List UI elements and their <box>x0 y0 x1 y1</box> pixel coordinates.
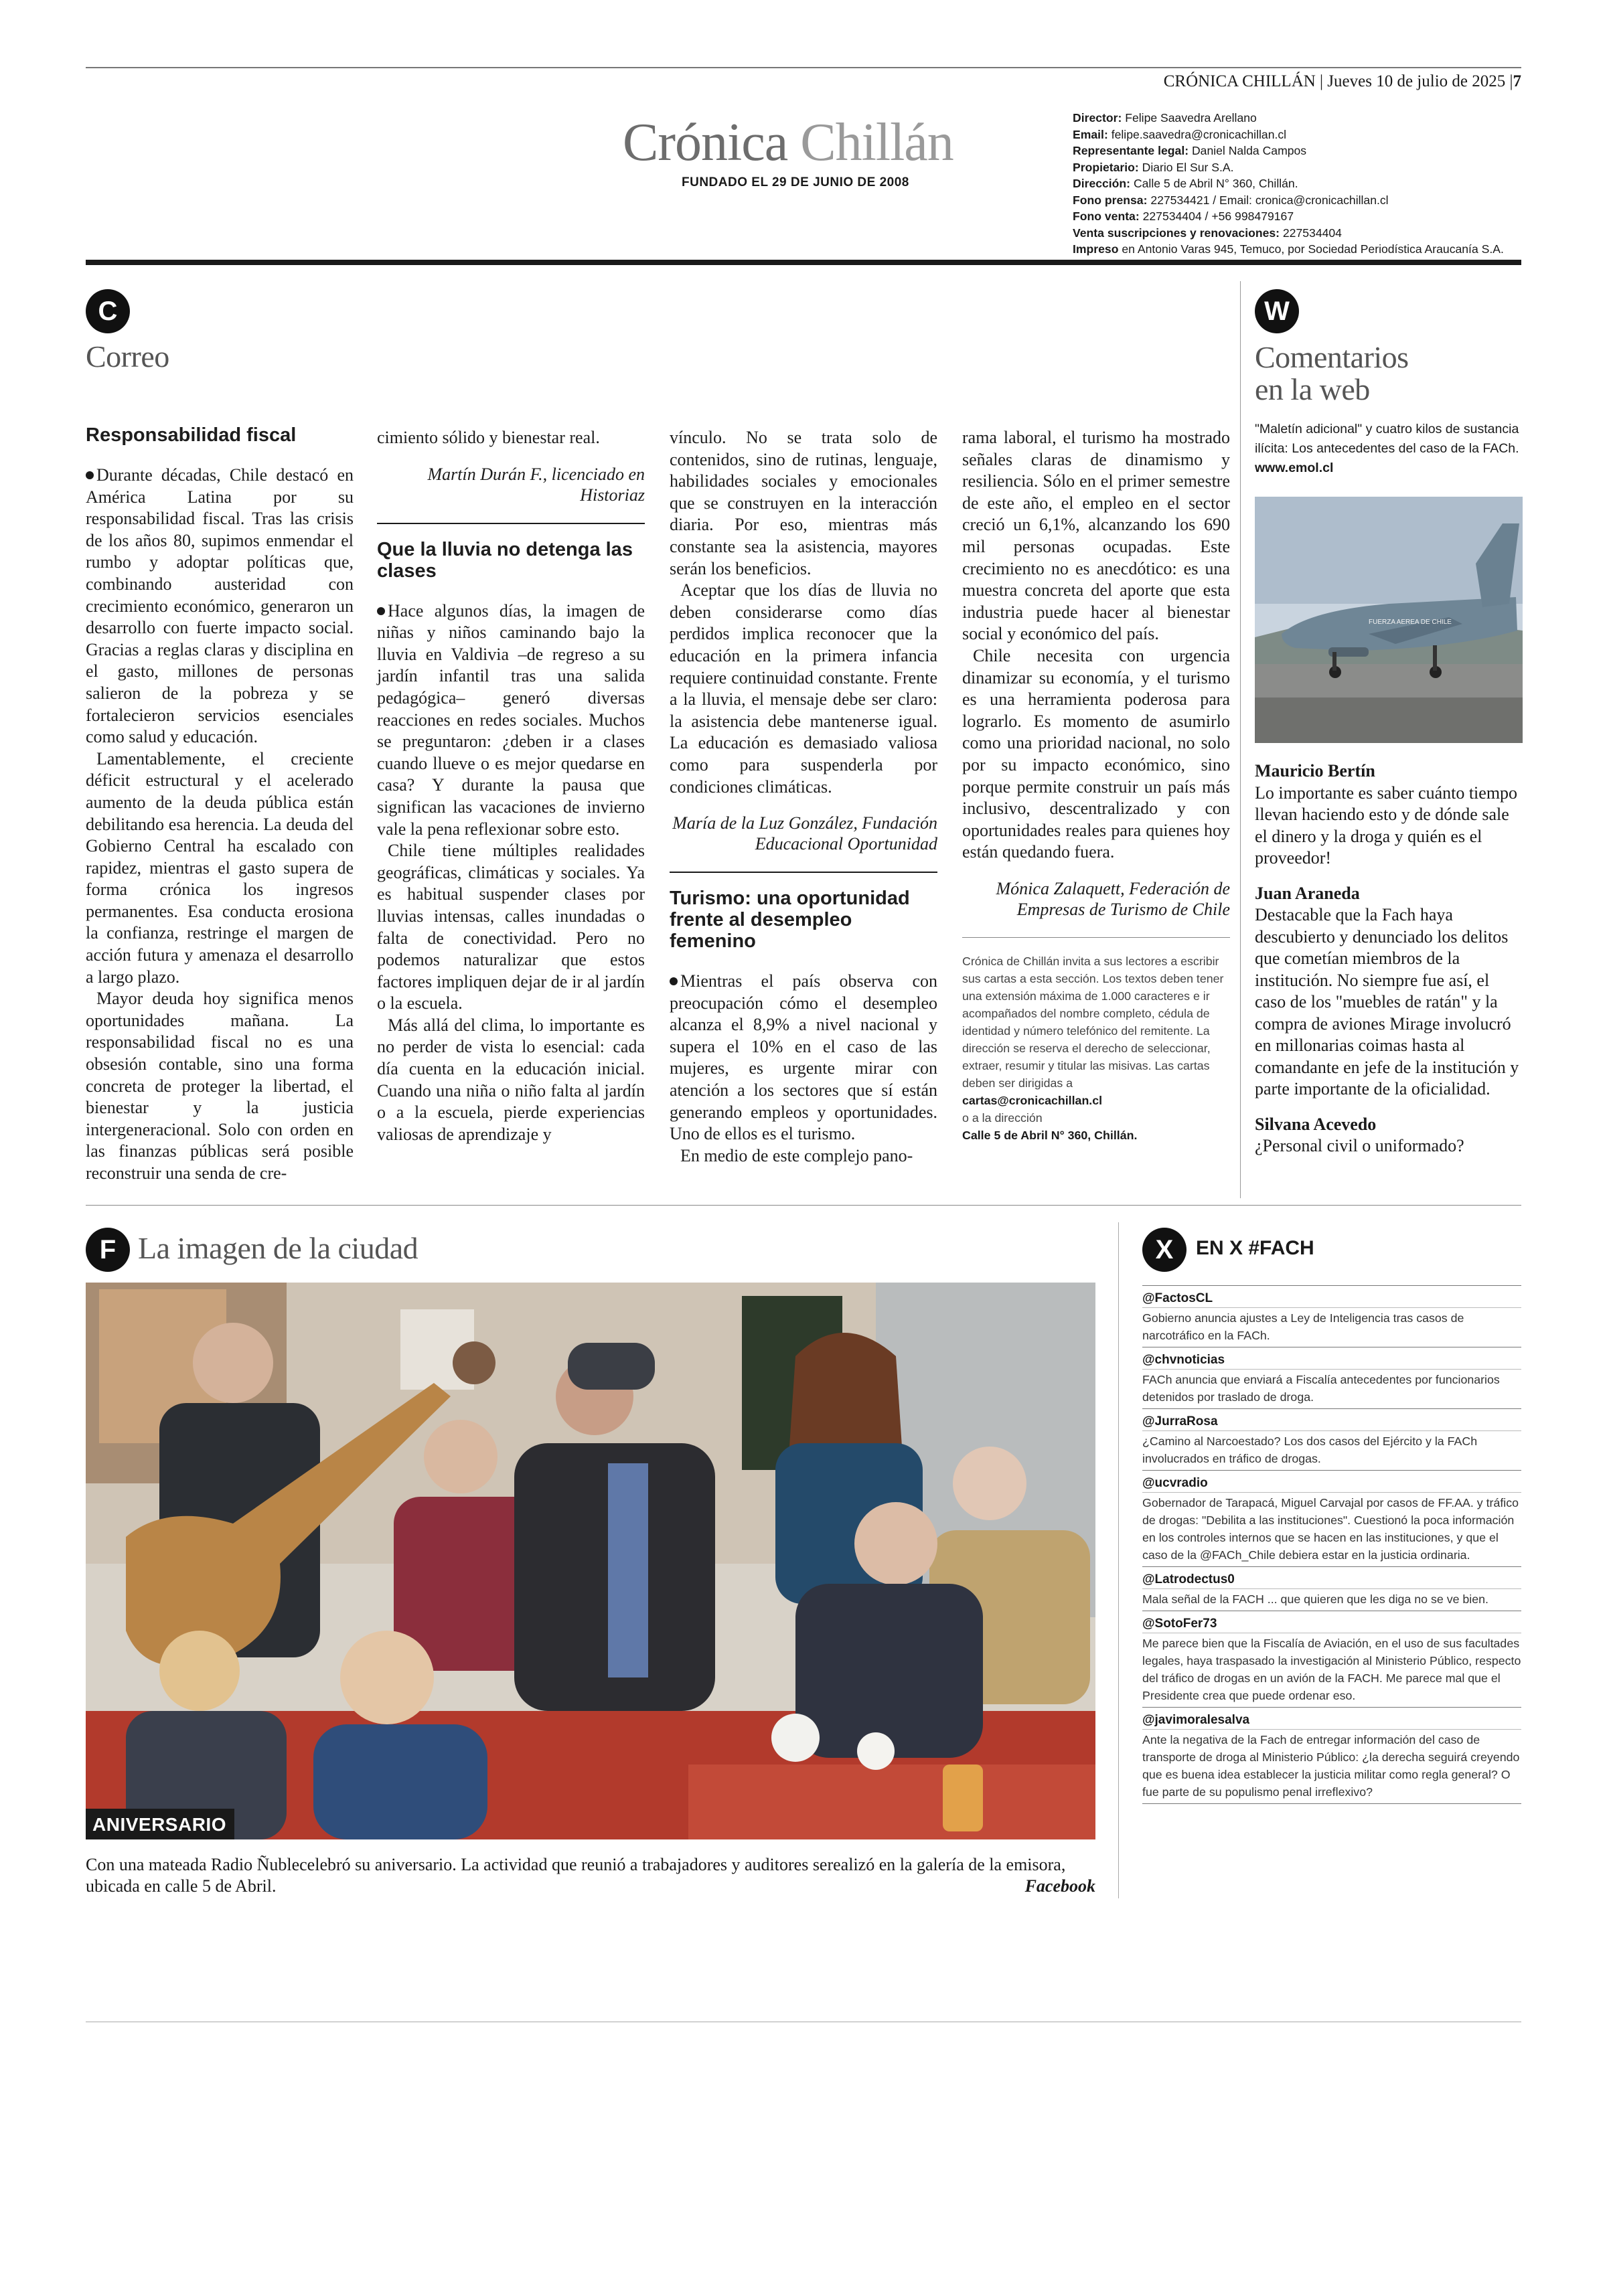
letters-notice: Crónica de Chillán invita a sus lectores a escribir sus cartas a esta sección. Los textos deben tener una extensión máxima de 1.000 caracteres e ir acompañados del nombre completo, cédula de identidad y número telefónico del remitente. La dirección se reserva el derecho de seleccionar, extraer, resumir y titular las misivas. Las cartas deben ser dirigidas a cartas@cronicachillan.cl o a la dirección Calle 5 de Abril N° 360, Chillán. <box>962 954 1224 1142</box>
masthead-line: Fono prensa: 227534421 / Email: cronica@cronicachillan.cl <box>1073 193 1389 207</box>
photo-caption <box>86 1854 1095 1897</box>
letter-3-paragraph: Mientras el país observa con preocupación cómo el desempleo alcanza el 8,9% a nivel nacional y supera el 10% en el caso de las mujeres, es urgente mirar con atención a los sectores que sí están generando empleos y oportunidades. Uno de ellos es el turismo. <box>670 971 937 1144</box>
letter-1-paragraph: Lamentablemente, el creciente déficit estructural y el acelerado aumento de la deuda pública están debilitando esa herencia. La deuda del Gobierno Central ha escalado con rapidez, mientras el gasto supera de forma crónica los ingresos permanentes. Esa conducta erosiona la confianza, restringe el margen de acción futura y amenaza el desarrollo a largo plazo. <box>86 748 354 987</box>
newspaper-logo <box>623 112 953 173</box>
comment-text: Destacable que la Fach haya descubierto y denunciado los delitos que cometían miembros de la institución. No siempre fue así, el caso de los "muebles de ratán" y la compra de aviones Mirage involucró en millonarias coimas hasta al comandante en jefe de la institución y parte importante de la oficialidad. <box>1255 905 1519 1098</box>
web-title: Comentarios en la web <box>1255 340 1409 406</box>
letter-3-paragraph: En medio de este complejo pano- <box>680 1145 913 1165</box>
ciudad-badge: F <box>86 1228 130 1272</box>
x-badge: X <box>1142 1228 1187 1272</box>
letter-divider <box>377 523 645 524</box>
city-photo <box>86 1283 1095 1839</box>
bullet-icon <box>377 607 385 615</box>
top-rule <box>86 67 1521 68</box>
correo-badge: C <box>86 289 130 333</box>
x-post-text: Mala señal de la FACH ... que quieren que les diga no se ve bien. <box>1142 1588 1521 1611</box>
x-handle[interactable]: @JurraRosa <box>1142 1409 1521 1430</box>
letter-2-paragraph: Más allá del clima, lo importante es no perder de vista lo esencial: cada día cuenta en la educación inicial. Cuando una niña o niño falta al jardín o a la escuela, pierde experiencias valiosas de aprendizaje y <box>377 1015 645 1144</box>
comment-text: ¿Personal civil o uniformado? <box>1255 1136 1464 1155</box>
x-post[interactable] <box>1142 1347 1521 1408</box>
commenter-name: Juan Araneda <box>1255 883 1360 903</box>
column-rule <box>1240 281 1241 1198</box>
letter-divider <box>670 872 937 873</box>
web-intro: "Maletín adicional" y cuatro kilos de sustancia ilícita: Los antecedentes del caso de la FACh. www.emol.cl <box>1255 422 1519 475</box>
page-number: 7 <box>1513 72 1521 90</box>
x-post[interactable] <box>1142 1470 1521 1566</box>
x-post[interactable] <box>1142 1707 1521 1804</box>
masthead-line: Propietario: Diario El Sur S.A. <box>1073 160 1234 174</box>
masthead-credits <box>1073 110 1528 258</box>
masthead-line: Director: Felipe Saavedra Arellano <box>1073 111 1257 125</box>
logo-word-1: Crónica <box>623 113 788 172</box>
x-post-text: FACh anuncia que enviará a Fiscalía antecedentes por funcionarios detenidos por traslado de droga. <box>1142 1369 1521 1408</box>
letter-1-paragraph: Durante décadas, Chile destacó en América Latina por su responsabilidad fiscal. Tras las crisis de los años 80, supimos enmendar el rumbo y adoptar políticas que, combinando austeridad con crecimiento económico, generaron un desarrollo con fuerte impacto social. Gracias a reglas claras y disciplina en el gasto, millones de personas salieron de la pobreza y se fortalecieron servicios esenciales como salud y educación. <box>86 465 354 747</box>
x-post-text: Me parece bien que la Fiscalía de Aviación, en el uso de sus facultades legales, haya traspasado la investigación al Ministerio Público, respecto del tráfico de drogas en un avión de la FACH. Me parece mal que el Presidente crea que puede ordenar eso. <box>1142 1633 1521 1707</box>
letter-2-paragraph: Chile tiene múltiples realidades geográficas, climáticas y sociales. Ya es habitual suspender clases por lluvias intensas, calles inundadas o falta de conectividad. Pero no podemos naturalizar que estos factores impliquen dejar de ir al jardín o la escuela. <box>377 841 645 1013</box>
letter-2-paragraph: Aceptar que los días de lluvia no deben considerarse como días perdidos implica reconocer que la educación en la primera infancia requiere continuidad constante. Frente a la lluvia, el mensaje debe ser claro: la asistencia debe mantenerse igual. La educación es demasiado valiosa como para suspenderla por condiciones climáticas. <box>670 580 937 797</box>
x-post[interactable] <box>1142 1285 1521 1347</box>
photo-credit: Facebook <box>1024 1876 1095 1896</box>
logo-word-2: Chillán <box>800 113 953 172</box>
letter-3-column <box>670 427 937 1167</box>
letter-3-signature: Mónica Zalaquett, Federación de Empresas de Turismo de Chile <box>996 878 1230 919</box>
letters-address: Calle 5 de Abril N° 360, Chillán. <box>962 1128 1138 1142</box>
page-folio <box>1164 72 1521 91</box>
airplane-photo <box>1255 497 1523 743</box>
x-post[interactable] <box>1142 1566 1521 1611</box>
web-intro-link[interactable]: www.emol.cl <box>1255 461 1334 475</box>
masthead-line: Fono venta: 227534404 / +56 998479167 <box>1073 210 1294 223</box>
x-post-text: Ante la negativa de la Fach de entregar información del caso de transporte de droga al Ministerio Público: ¿la derecha seguirá creyendo que es buena idea establecer la justicia militar como regla general? O fue parte de su populismo penal irreflexivo? <box>1142 1729 1521 1804</box>
masthead-line: Dirección: Calle 5 de Abril N° 360, Chillán. <box>1073 177 1298 190</box>
letter-2-headline: Que la lluvia no detenga las clases <box>377 538 633 582</box>
notice-divider <box>962 937 1230 938</box>
masthead-line: Representante legal: Daniel Nalda Campos <box>1073 144 1307 157</box>
header-rule <box>86 260 1521 265</box>
masthead-line: Email: felipe.saavedra@cronicachillan.cl <box>1073 127 1287 141</box>
letter-1-headline: Responsabilidad fiscal <box>86 424 297 446</box>
caption-text: Con una mateada Radio Ñublecelebró su aniversario. La actividad que reunió a trabajadores y auditores serealizó en la galería de la emisora, ubicada en calle 5 de Abril. <box>86 1855 1066 1896</box>
letter-2-paragraph: Hace algunos días, la imagen de niñas y niños caminando bajo la lluvia en Valdivia –de regreso a su jardín infantil tras una salida pedagógica– generó diversas reacciones en redes sociales. Muchos se preguntaron: ¿deben ir a clases cuando llueve o es mejor quedarse en casa? Y durante la pausa que significan las vacaciones de invierno vale la pena reflexionar sobre esto. <box>377 600 645 839</box>
x-handle[interactable]: @javimoralesalva <box>1142 1708 1521 1729</box>
web-comment <box>1255 883 1523 1100</box>
web-badge: W <box>1255 289 1299 333</box>
letter-1-paragraph: Mayor deuda hoy significa menos oportunidades mañana. La responsabilidad fiscal no es una obsesión contable, sino una forma concreta de proteger la libertad, el bienestar y la justicia intergeneracional. Solo con orden en las finanzas públicas será posible reconstruir una senda de cre- <box>86 989 354 1183</box>
founded-line: FUNDADO EL 29 DE JUNIO DE 2008 <box>682 175 909 189</box>
photo-label: ANIVERSARIO <box>86 1809 234 1839</box>
x-handle[interactable]: @ucvradio <box>1142 1471 1521 1492</box>
web-comment-list <box>1255 760 1523 1157</box>
x-post[interactable] <box>1142 1408 1521 1470</box>
letter-2-paragraph: vínculo. No se trata solo de contenidos, sino de rutinas, lenguaje, habilidades sociales y emocionales que se construyen en la interacción diaria. Por eso, mientras más constante sea la asistencia, mayores serán los beneficios. <box>670 428 937 578</box>
bullet-icon <box>86 471 94 479</box>
letter-3-paragraph: Chile necesita con urgencia dinamizar su economía, y el turismo es una herramienta poderosa para lograrlo. Es momento de asumirlo como una prioridad nacional, no solo por su impacto económico, sino porque permite construir un país más inclusivo, descentralizado y con oportunidades reales para quienes hoy están quedando fuera. <box>962 645 1230 862</box>
x-post-text: Gobierno anuncia ajustes a Ley de Inteligencia tras casos de narcotráfico en la FACh. <box>1142 1307 1521 1347</box>
x-handle[interactable]: @chvnoticias <box>1142 1347 1521 1369</box>
section-rule <box>86 1205 1521 1206</box>
x-handle[interactable]: @FactosCL <box>1142 1286 1521 1307</box>
letter-4-column <box>962 427 1230 1144</box>
x-handle[interactable]: @Latrodectus0 <box>1142 1567 1521 1588</box>
masthead-line: Venta suscripciones y renovaciones: 227534404 <box>1073 226 1342 240</box>
x-title: EN X #FACH <box>1196 1237 1314 1259</box>
folio-text: CRÓNICA CHILLÁN | Jueves 10 de julio de 2025 | <box>1163 72 1513 90</box>
letter-3-headline: Turismo: una oportunidad frente al desempleo femenino <box>670 888 910 953</box>
masthead-line: Impreso en Antonio Varas 945, Temuco, por Sociedad Periodística Araucanía S.A. <box>1073 242 1504 256</box>
web-comment <box>1255 760 1523 870</box>
commenter-name: Mauricio Bertín <box>1255 761 1375 781</box>
x-post-text: ¿Camino al Narcoestado? Los dos casos del Ejército y la FACh involucrados en tráfico de drogas. <box>1142 1430 1521 1470</box>
correo-title: Correo <box>86 339 169 374</box>
x-feed <box>1142 1285 1521 1804</box>
x-post[interactable] <box>1142 1611 1521 1707</box>
letter-2-column <box>377 427 645 1145</box>
letter-1-continuation: cimiento sólido y bienestar real. <box>377 428 600 447</box>
column-rule <box>1118 1222 1119 1898</box>
letters-email[interactable]: cartas@cronicachillan.cl <box>962 1093 1103 1107</box>
comment-text: Lo importante es saber cuánto tiempo llevan haciendo esto y de dónde sale el dinero y la droga y quién es el proveedor! <box>1255 783 1518 868</box>
letter-1-column <box>86 424 354 1185</box>
letter-1-signature: Martín Durán F., licenciado en Historiaz <box>427 464 645 505</box>
plane-fuselage-label: FUERZA AEREA DE CHILE <box>1369 619 1452 626</box>
anniversary-photo <box>86 1283 1095 1839</box>
bullet-icon <box>670 977 678 985</box>
x-post-text: Gobernador de Tarapacá, Miguel Carvajal por casos de FF.AA. y tráfico de drogas: "Debilita a las instituciones". Cuestionó la poca información en los controles internos que se hacen en las instituciones, y que el caso de la @FACh_Chile debiera estar en la justicia ordinaria. <box>1142 1492 1521 1566</box>
plane-photo <box>1255 497 1523 743</box>
letter-2-signature: María de la Luz González, Fundación Educacional Oportunidad <box>672 813 937 854</box>
commenter-name: Silvana Acevedo <box>1255 1114 1377 1134</box>
ciudad-title: La imagen de la ciudad <box>138 1231 418 1265</box>
x-handle[interactable]: @SotoFer73 <box>1142 1611 1521 1633</box>
letter-3-paragraph: rama laboral, el turismo ha mostrado señales claras de dinamismo y resiliencia. Sólo en el primer semestre de este año, el empleo en el sector creció un 6,1%, alcanzando los 690 mil personas ocupadas. Este crecimiento no es anecdótico: es una muestra concreta del aporte que esta industria puede hacer al bienestar social y económico del país. <box>962 428 1230 644</box>
web-comment <box>1255 1114 1523 1157</box>
